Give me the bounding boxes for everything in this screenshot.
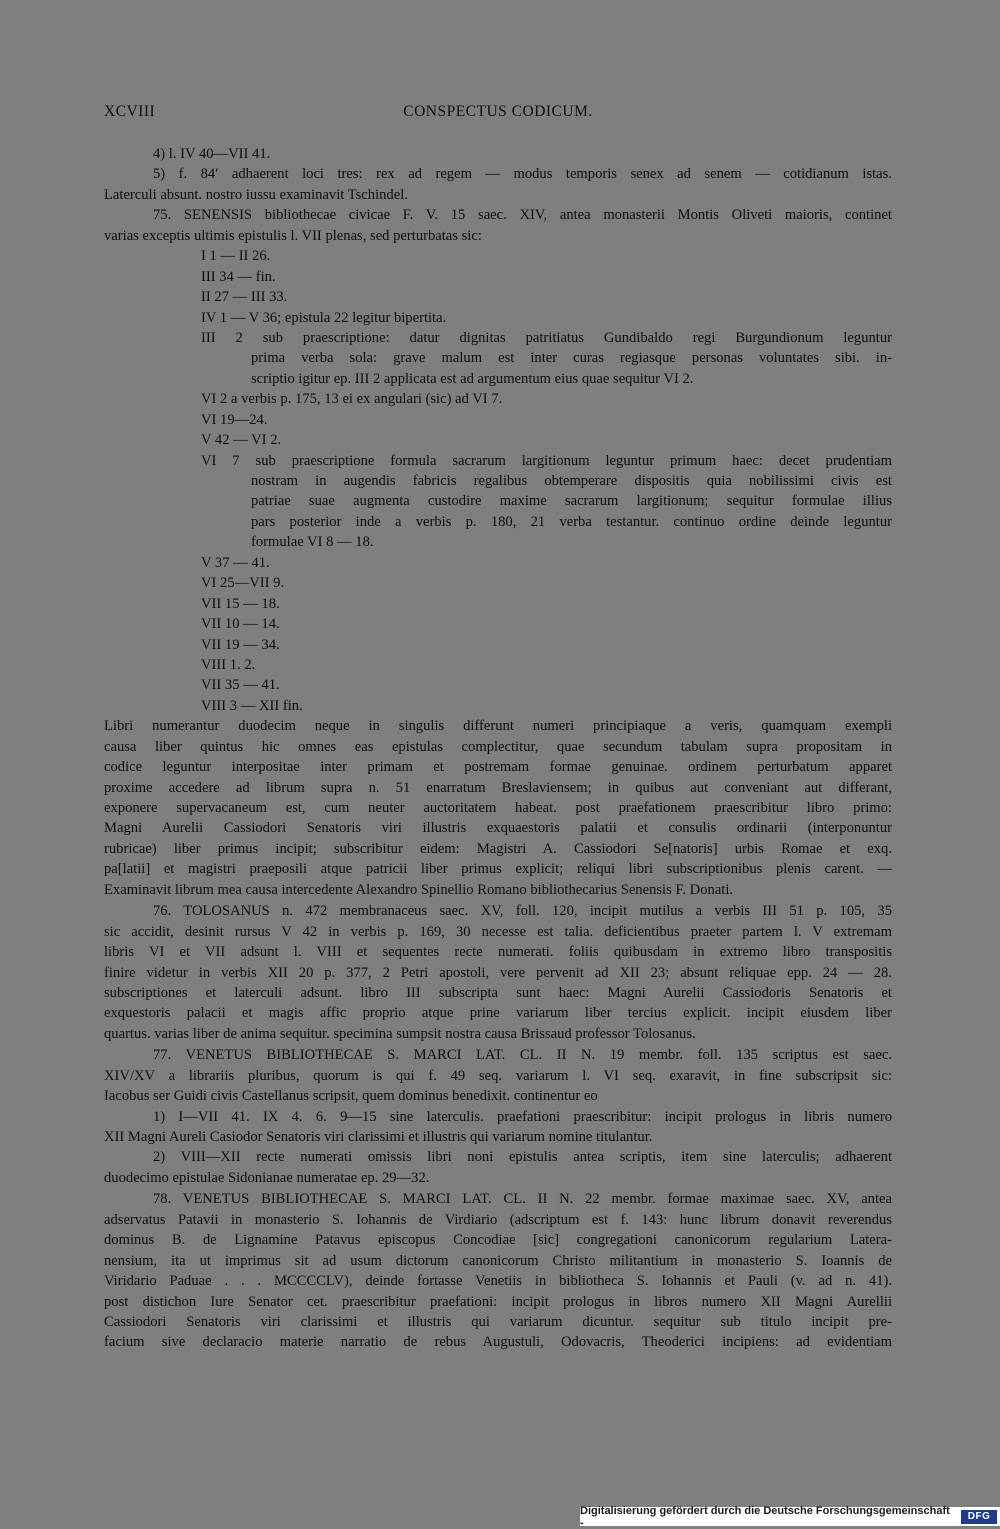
text-line: VI 25—VII 9. <box>201 575 285 592</box>
text-line: codice leguntur interpositae inter primam et postremam formae genuinae. ordinem perturbatum apparet <box>104 759 892 776</box>
text-line: exponere supervacaneum est, cum neuter auctoritatem habeat. post praefationem praescribitur libro primo: <box>104 800 892 816</box>
text-line: V 37 — 41. <box>201 554 270 571</box>
text-line: Examinavit librum mea causa intercedente Alexandro Spinellio Romano bibliothecarius Senensis F. Donati. <box>104 881 734 898</box>
text-line: 76. TOLOSANUS n. 472 membranaceus saec. XV, foll. 120, incipit mutilus a verbis III 51 p. 105, 35 <box>153 903 892 920</box>
text-line: I 1 — II 26. <box>201 248 271 265</box>
text-line: VII 15 — 18. <box>201 595 280 612</box>
text-line: II 27 — III 33. <box>201 289 288 306</box>
text-line: rubricae) liber primus incipit; subscribitur eidem: Magistri A. Cassiodori Se[natoris] urbis Romae et exq. <box>104 840 892 857</box>
text-line: 4) l. IV 40—VII 41. <box>153 146 271 162</box>
text-line: nostram in augendis fabricis regalibus obtemperare dispositis quia nobilissimi civis est <box>251 473 892 489</box>
text-line: proxime accedere ad librum supra n. 51 enarratum Breslaviensem; in quibus aut conveniant aut differant, <box>104 779 892 796</box>
text-line: 77. VENETUS BIBLIOTHECAE S. MARCI LAT. CL. II N. 19 membr. foll. 135 scriptus est saec. <box>153 1047 892 1064</box>
text-line: Libri numerantur duodecim neque in singulis differunt numeri principiaque a veris, quamquam exempli <box>104 718 892 735</box>
text-line: III 2 sub praescriptione: datur dignitas patritiatus Gundibaldo regi Burgundionum leguntur <box>201 329 892 346</box>
text-line: XIV/XV a librariis pluribus, quorum is qui f. 49 seq. variarum l. VI seq. exaravit, in fine subscripsit sic: <box>104 1067 892 1084</box>
funding-footer <box>580 1504 1000 1529</box>
text-line: formulae VI 8 — 18. <box>251 534 374 551</box>
text-line: Magni Aurelii Cassiodori Senatoris viri illustris exquaestoris palatii et consulis ordinarii (interponuntur <box>104 820 892 837</box>
text-line: 5) f. 84′ adhaerent loci tres: rex ad regem — modus temporis senex ad senem — cotidianum istas. <box>153 166 892 183</box>
text-line: exquestoris palacii et magis affic proprio atque prine variarum liber tercius explicit. incipit eiusdem liber <box>104 1005 892 1022</box>
text-line: patriae suae augmenta custodire maxime sacrarum largitionum; sequitur formulae illius <box>251 493 892 510</box>
text-line: XII Magni Aureli Casiodor Senatoris viri clarissimi et illustris qui variarum nomine titulantur. <box>104 1129 653 1145</box>
text-line: facium sive declaracio materie narratio de rebus Augustuli, Odovacris, Theoderici incipiens: ad evidentiam <box>104 1334 892 1351</box>
text-line: Cassiodori Senatoris viri clarissimi et illustris qui variarum dicuntur. sequitur sub titulo incipit pre- <box>104 1313 892 1330</box>
text-line: V 42 — VI 2. <box>201 432 282 449</box>
text-line: VII 35 — 41. <box>201 677 280 694</box>
text-line: sic accidit, desinit rursus V 42 in verbis p. 169, 30 necesse est talia. deficientibus praeter partem l. V extremam <box>104 923 892 940</box>
text-line: 2) VIII—XII recte numerati omissis libri noni epistulis antea scriptis, item sine laterculis; adhaerent <box>153 1149 892 1166</box>
page-number: XCVIII <box>104 103 156 120</box>
text-line: prima verba sola: grave malum est inter curas regiasque personas voluntates sibi. in- <box>251 350 892 367</box>
text-line: finire videtur in verbis XII 20 p. 377, 2 Petri apostoli, vere pervenit ad XII 23; absunt reliquae epp. 24 — 28. <box>104 964 892 981</box>
text-line: IV 1 — V 36; epistula 22 legitur bipertita. <box>201 309 447 326</box>
funding-note: Digitalisierung gefördert durch die Deutsche Forschungsgemeinschaft - <box>580 1504 950 1529</box>
text-line: Laterculi absunt. nostro iussu examinavit Tschindel. <box>104 186 408 203</box>
text-line: nensium, ita ut imprimus sit ad usum dictorum canonicorum Christo militantium in monasterio S. Ioannis de <box>104 1252 892 1269</box>
text-line: scriptio igitur ep. III 2 applicata est ad argumentum eius quae sequitur VI 2. <box>251 370 694 387</box>
running-title: CONSPECTUS CODICUM. <box>403 103 593 120</box>
text-line: Iacobus ser Guidi civis Castellanus scripsit, quem dominus benedixit. continentur eo <box>104 1088 598 1105</box>
text-line: quartus. varias liber de anima sequitur. specimina sumpsit nostra causa Brissaud professor Tolosanus. <box>104 1025 696 1042</box>
text-line: 75. SENENSIS bibliothecae civicae F. V. 15 saec. XIV, antea monasterii Montis Oliveti maioris, continet <box>153 207 892 224</box>
text-line: 78. VENETUS BIBLIOTHECAE S. MARCI LAT. CL. II N. 22 membr. formae maximae saec. XV, antea <box>153 1191 892 1208</box>
text-line: VI 7 sub praescriptione formula sacrarum largitionum leguntur primum haec: decet prudentiam <box>201 452 892 469</box>
text-line: adservatus Patavii in monasterio S. Iohannis de Virdiario (adscriptum est f. 143: hunc librum donavit reverendus <box>104 1211 892 1228</box>
text-line: libris VI et VII adsunt l. VIII et sequentes recte numerati. foliis quibusdam in extremo libro transpositis <box>104 944 892 961</box>
text-line: subscriptiones et laterculi adsunt. libro III subscripta sunt haec: Magni Aurelii Cassiodoris Senatoris et <box>104 984 892 1001</box>
text-line: Viridario Paduae . . . MCCCCLV), deinde fortasse Venetiis in bibliotheca S. Iohannis et Pauli (v. ad n. 41). <box>104 1273 892 1290</box>
text-line: pa[latii] et magistri praeposili atque patricii liber primus explicit; reliqui libri subscriptionibus plenis carent. — <box>104 861 892 878</box>
body-text <box>104 144 892 1353</box>
text-line: dominus B. de Lignamine Patavus episcopus Concodiae [sic] congregationi canonicorum regularium Latera- <box>104 1232 892 1249</box>
text-line: VI 2 a verbis p. 175, 13 ei ex angulari (sic) ad VI 7. <box>201 391 503 408</box>
text-line: VII 10 — 14. <box>201 616 280 633</box>
text-line: VII 19 — 34. <box>201 636 280 653</box>
text-line: post distichon Iure Senator cet. praescribitur praefationi: incipit prologus in libros numero XII Magni Aurellii <box>104 1293 892 1310</box>
text-line: varias exceptis ultimis epistulis l. VII plenas, sed perturbatas sic: <box>104 227 482 244</box>
text-line: VIII 3 — XII fin. <box>201 697 303 714</box>
text-line: causa liber quintus hic omnes eas epistulas complectitur, quae secundum tabulam supra propositam in <box>104 738 892 755</box>
text-line: duodecimo epistulae Sidonianae numeratae ep. 29—32. <box>104 1169 430 1186</box>
dfg-logo: DFG <box>961 1510 997 1524</box>
running-header <box>104 103 892 127</box>
text-line: VI 19—24. <box>201 411 268 428</box>
text-line: VIII 1. 2. <box>201 656 256 673</box>
text-line: 1) I—VII 41. IX 4. 6. 9—15 sine laterculis. praefationi praescribitur: incipit prologus in libris numero <box>153 1108 892 1125</box>
text-line: pars posterior inde a verbis p. 180, 21 verba testantur. continuo ordine deinde leguntur <box>251 513 892 530</box>
text-line: III 34 — fin. <box>201 268 276 285</box>
